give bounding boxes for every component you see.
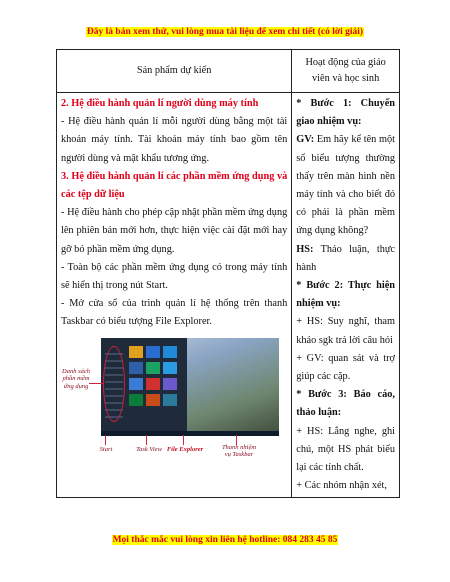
paragraph-user-management: - Hệ điều hành quản lí mỗi người dùng bằng một tài khoản máy tính. Tài khoản máy tính bao gồm tên người dùng và mật khẩu tương ứng. — [61, 116, 288, 164]
label-file-explorer: File Explorer — [166, 445, 204, 453]
lesson-table — [56, 49, 400, 498]
hs-text: Thảo luận, thực hành — [296, 243, 395, 273]
step-2-student: + HS: Suy nghĩ, tham khảo sgk trả lời câu hỏi — [296, 316, 395, 346]
products-cell — [57, 93, 292, 498]
activities-cell — [292, 93, 400, 498]
paragraph-file-explorer: - Mở cửa sổ của trình quản lí hệ thống trên thanh Taskbar có biểu tượng File Explorer. — [61, 298, 288, 328]
student-task — [296, 241, 395, 277]
gv-label: GV: — [296, 134, 315, 146]
section-heading-3: 3. Hệ điều hành quản lí các phần mềm ứng dụng và các tệp dữ liệu — [61, 170, 288, 201]
teacher-prompt — [296, 131, 395, 240]
paragraph-start-button: - Toàn bộ các phần mềm ứng dụng có trong máy tính sẽ hiển thị trong nút Start. — [61, 261, 288, 292]
section-heading-2: 2. Hệ điều hành quản lí người dùng máy tính — [61, 98, 259, 109]
col-header-activities: Hoạt động của giáo viên và học sinh — [292, 50, 400, 93]
windows-desktop-figure — [61, 338, 287, 468]
label-app-list: Danh sách phần mềm ứng dụng — [62, 367, 90, 390]
label-start: Start — [99, 445, 113, 453]
desktop-screenshot — [101, 338, 279, 436]
label-taskbar: Thanh nhiệm vụ Taskbar — [221, 443, 257, 459]
label-task-view: Task View — [136, 445, 162, 453]
hs-label: HS: — [296, 243, 314, 255]
step-2-heading: * Bước 2: Thực hiện nhiệm vụ: — [296, 280, 395, 310]
col-header-products: Sản phẩm dự kiến — [57, 50, 292, 93]
step-3-student: + HS: Lắng nghe, ghi chú, một HS phát biểu lại các tính chất. — [296, 425, 395, 474]
taskbar — [101, 431, 279, 436]
step-1-heading: * Bước 1: Chuyển giao nhiệm vụ: — [296, 98, 395, 128]
hotline-banner: Mọi thắc mắc vui lòng xin liên hệ hotline: 084 283 45 85 — [112, 535, 338, 545]
step-3-heading: * Bước 3: Báo cáo, thảo luận: — [296, 389, 395, 419]
step-2-teacher: + GV: quan sát và trợ giúp các cặp. — [296, 352, 395, 383]
step-3-groups: + Các nhóm nhận xét, — [296, 480, 387, 492]
paragraph-software-update: - Hệ điều hành cho phép cập nhật phần mềm ứng dụng lên phiên bản mới hơn, thực hiện việc cài đặt mới hay gỡ bỏ phần mềm ứng dụng. — [61, 207, 288, 255]
gv-text: Em hãy kể tên một số biểu tượng thường thấy trên màn hình nền máy tính và cho biết đó có phải là phần mềm ứng dụng không? — [296, 134, 395, 237]
preview-notice-banner: Đây là bản xem thử, vui lòng mua tài liệu để xem chi tiết (có lời giải) — [86, 27, 364, 37]
